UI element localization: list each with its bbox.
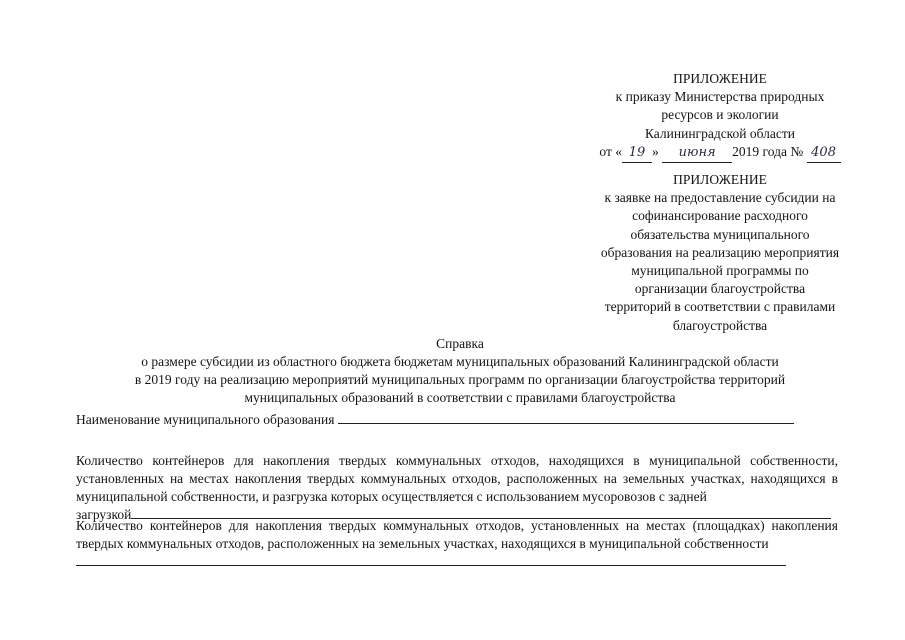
appendix-order-block	[560, 70, 880, 163]
containers-rear-loading-text: Количество контейнеров для накопления твердых коммунальных отходов, находящихся в муниципальной собственности, установленных на местах накопления твердых коммунальных отходов, расположенных на земельных участках, находящихся в муниципальной собственности, и разгрузка которых осуществляется с использованием мусоровозов с задней	[76, 453, 838, 504]
handwritten-month: июня	[662, 144, 732, 163]
appendix-line: к заявке на предоставление субсидии на	[604, 190, 836, 206]
document-title-block	[60, 335, 860, 407]
appendix-line: образования на реализацию мероприятия	[600, 244, 840, 260]
last-word: загрузкой	[76, 507, 132, 522]
appendix-application-block	[560, 171, 880, 335]
appendix-line: обязательства муниципального	[630, 226, 810, 242]
handwritten-number: 408	[807, 144, 841, 163]
date-mid: »	[652, 143, 659, 159]
date-prefix: от «	[599, 143, 623, 159]
date-year: 2019 года №	[732, 143, 804, 159]
title-line: в 2019 году на реализацию мероприятий муниципальных программ по организации благоустройства территорий	[134, 372, 786, 387]
municipality-field-row	[76, 411, 838, 429]
appendix-heading: ПРИЛОЖЕНИЕ	[673, 71, 767, 86]
order-date-line	[560, 143, 880, 163]
containers-sites-text: Количество контейнеров для накопления твердых коммунальных отходов, установленных на местах (площадках) накопления твердых коммунальных отходов, расположенных на земельных участках, находящихся в муниципальной собственности	[76, 518, 838, 551]
containers-rear-loading-field	[76, 452, 838, 524]
appendix-line: организации благоустройства	[634, 281, 806, 297]
title-line: о размере субсидии из областного бюджета бюджетам муниципальных образований Калининградской области	[141, 354, 779, 369]
municipality-label: Наименование муниципального образования	[76, 412, 335, 427]
containers-sites-last-line	[76, 553, 838, 571]
handwritten-day: 19	[622, 144, 652, 163]
appendix-line: ресурсов и экологии	[661, 107, 779, 123]
municipality-blank-line[interactable]	[338, 411, 794, 424]
appendix-line: Калининградской области	[644, 125, 796, 141]
appendix-heading: ПРИЛОЖЕНИЕ	[673, 172, 767, 187]
containers-sites-field	[76, 517, 838, 571]
document-title: Справка	[436, 336, 484, 351]
title-line: муниципальных образований в соответствии с правилами благоустройства	[244, 390, 676, 405]
appendix-line: благоустройства	[672, 317, 768, 333]
containers-sites-blank-line[interactable]	[76, 553, 786, 566]
appendix-line: софинансирование расходного	[632, 208, 808, 224]
appendix-line: к приказу Министерства природных	[615, 89, 825, 105]
appendix-line: муниципальной программы по	[631, 263, 809, 279]
appendix-line: территорий в соответствии с правилами	[604, 299, 836, 315]
